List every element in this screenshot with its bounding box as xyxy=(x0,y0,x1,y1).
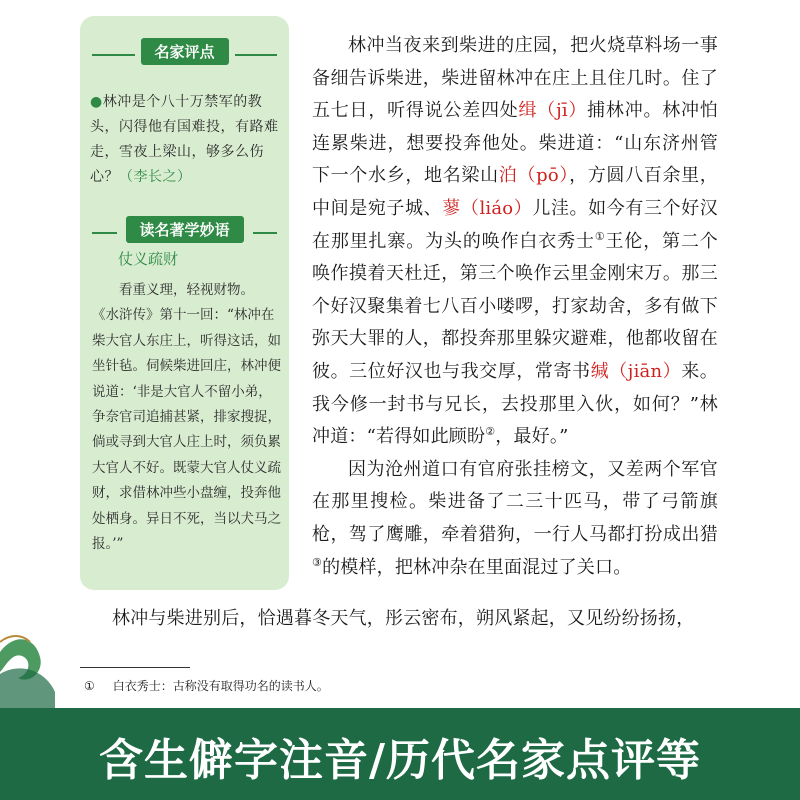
ribbon-rule-right xyxy=(235,54,278,56)
commentary-body: 林冲是个八十万禁军的教头，闪得他有国难投，有路难走，雪夜上梁山，够多么伤心？ xyxy=(90,94,279,185)
ribbon-rule-right xyxy=(253,232,278,234)
bullet-dot-icon: ● xyxy=(90,94,103,110)
pinyin: （jī） xyxy=(537,100,588,122)
footnote-rule xyxy=(80,667,190,668)
paragraph-1 xyxy=(312,30,718,454)
footnote-text: 白衣秀士：古称没有取得功名的读书人。 xyxy=(112,679,329,693)
footnote-marker[interactable]: ① xyxy=(594,229,606,243)
text-run: ，最好。” xyxy=(495,426,569,448)
commentary-author: （李长之） xyxy=(119,169,192,185)
text-run: 因为沧州道口有官府张挂榜文，又差两个军官在那里搜检。柴进备了二三十匹马，带了弓箭旗枪，驾了鹰雕，牵着猎狗，一行人马都打扮成出猎 xyxy=(312,458,718,545)
pinyin: （pō） xyxy=(517,165,570,187)
pinyin: （liáo） xyxy=(460,197,533,219)
footnote-number: ① xyxy=(84,679,95,693)
text-run: 林冲当夜来到柴进的庄园，把火烧草料场一事备细告诉柴进，柴进留林冲在庄上且住几时。住了五七日，听得说公差四处 xyxy=(312,35,718,122)
idiom-title: 仗义疏财 xyxy=(118,250,179,268)
rare-char: 缄 xyxy=(590,360,610,382)
heading-read-classics xyxy=(80,216,289,250)
ribbon-rule-left xyxy=(92,54,135,56)
footnote-marker[interactable]: ③ xyxy=(312,555,323,569)
commentary-text xyxy=(90,90,282,190)
footnote xyxy=(84,677,329,694)
banner-text: 含生僻字注音/历代名家点评等 xyxy=(98,735,702,786)
ribbon-rule-left xyxy=(92,232,117,234)
text-run: 儿洼。如今有三个好汉在那里扎寨。为头的唤作白衣秀士 xyxy=(312,197,718,252)
paragraph-3: 林冲与柴进别后，恰遇暮冬天气，彤云密布，朔风紧起，又见纷纷扬扬， xyxy=(112,608,695,629)
text-run: 王伦，第二个唤作摸着天杜迁，第三个唤作云里金刚宋万。那三个好汉聚集着七八百小喽啰，打家劫舍，多有做下弥天大罪的人，都投奔那里躲灾避难，他都收留在彼。三位好汉也与我交厚，常寄书 xyxy=(312,230,719,382)
ribbon-label: 名家评点 xyxy=(140,38,228,65)
idiom-source-quote: 《水浒传》第十一回：“林冲在柴大官人东庄上，听得这话，如坐针毡。伺候柴进回庄，林冲便说道：‘非是大官人不留小弟，争奈官司追捕甚紧，排家搜捉，倘或寻到大官人庄上时，须负累大官人不好。既蒙大官人仗义疏财，求借林冲些小盘缠，投奔他处栖身。异日不死，当以犬马之报。’” xyxy=(92,307,281,553)
ribbon-label: 读名著学妙语 xyxy=(125,216,243,243)
promo-banner xyxy=(0,708,800,800)
rare-char: 泊 xyxy=(498,165,518,187)
footnote-marker[interactable]: ② xyxy=(485,425,496,439)
rare-char: 缉 xyxy=(518,100,538,122)
idiom-explanation xyxy=(92,278,282,557)
idiom-meaning: 看重义理，轻视财物。 xyxy=(119,282,254,298)
text-run: ，方圆八百余里，中间是宛子城、 xyxy=(312,165,719,219)
paragraph-2 xyxy=(312,454,718,584)
sidebar-panel xyxy=(80,16,289,590)
decorative-wave-icon xyxy=(0,612,60,712)
heading-commentary xyxy=(80,38,289,72)
pinyin: （jiān） xyxy=(609,360,682,382)
text-run: 的模样，把林冲杂在里面混过了关口。 xyxy=(322,556,632,578)
main-text xyxy=(312,30,718,584)
text-run: 来。我今修一封书与兄长，去投那里入伙，如何？”林冲道：“若得如此顾盼 xyxy=(312,360,718,448)
text-run: 捕林冲。林冲怕连累柴进，想要投奔他处。柴进道：“山东济州管下一个水乡，地名梁山 xyxy=(312,100,718,187)
rare-char: 蓼 xyxy=(442,197,461,219)
